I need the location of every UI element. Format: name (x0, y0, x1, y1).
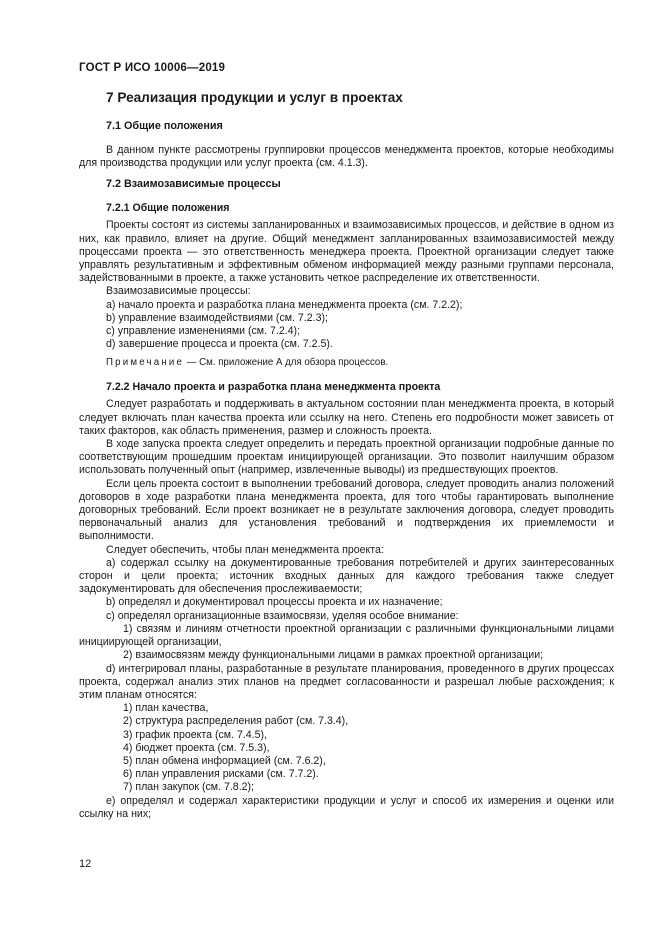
plan-list-item-a: а) содержал ссылку на документированные требования потребителей и других заинтересованных сторон и цели проекта; источник входных данных для каждого требования также следует задокументировать для обеспечения прослеживаемости; (79, 556, 614, 596)
section-7-2-2-title: 7.2.2 Начало проекта и разработка плана менеджмента проекта (106, 381, 441, 394)
page-content (79, 90, 614, 821)
section-7-2-1-lead: Взаимозависимые процессы: (106, 285, 251, 298)
plan-list-item-c: c) определял организационные взаимосвязи, уделяя особое внимание: (106, 609, 459, 622)
plan-sub-item: 3) график проекта (см. 7.4.5), (123, 728, 267, 741)
plan-list-item-d: d) интегрировал планы, разработанные в результате планирования, проведенного в других процессах проекта, содержал анализ этих планов на предмет согласованности и разрешал любые расхождения; к этим планам относятся: (79, 662, 614, 701)
plan-sub-item: 2) структура распределения работ (см. 7.3.4), (123, 715, 349, 728)
process-list-item: а) начало проекта и разработка плана менеджмента проекта (см. 7.2.2); (106, 298, 463, 311)
plan-sub-item: 5) план обмена информацией (см. 7.6.2), (123, 754, 326, 767)
plan-sub-item: 1) план качества, (123, 702, 209, 715)
section-7-2-1-title: 7.2.1 Общие положения (106, 202, 230, 215)
section-7-2-2-paragraph: В ходе запуска проекта следует определить и передать проектной организации подробные данные по соответствующим прошедшим проектам инициирующей организации. Это позволит наилучшим образом использовать полученный опыт (например, извлеченные выводы) из предшествующих проектов. (79, 438, 614, 477)
process-list-item: c) управление изменениями (см. 7.2.4); (106, 325, 301, 338)
section-7-2-2-paragraph: Следует разработать и поддерживать в актуальном состоянии план менеджмента проекта, в который следует включать план качества проекта или ссылку на него. Степень его подробности может зависеть от таких факторов, как область применения, размер и сложность проекта. (79, 398, 614, 437)
process-list-item: b) управление взаимодействиями (см. 7.2.3); (106, 311, 328, 324)
process-list-item: d) завершение процесса и проекта (см. 7.2.5). (106, 338, 333, 351)
section-7-2-1-paragraph: Проекты состоят из системы запланированных и взаимозависимых процессов, и действие в одном из них, как правило, влияет на другие. Общий менеджмент запланированных взаимозависимостей между процессами проекта — это ответственность менеджера проекта. Проектной организации следует также управлять результативным и эффективным обменом информацией между разными группами персонала, задействованными в проекте, а также установить четкое распределение их ответственности. (79, 219, 614, 285)
section-7-2-title: 7.2 Взаимозависимые процессы (106, 178, 281, 191)
section-7-2-2-paragraph: Следует обеспечить, чтобы план менеджмента проекта: (106, 543, 384, 556)
section-7-2-2-paragraph: Если цель проекта состоит в выполнении требований договора, следует проводить анализ положений договоров в ходе разработки плана менеджмента проекта, для того чтобы гарантировать выполнение договорных требований. Если проект возникает не в результате заключения договора, следует проводить первоначальный анализ для установления требований и подтверждения их приемлемости и выполнимости. (79, 477, 614, 543)
section-7-1-text: В данном пункте рассмотрены группировки процессов менеджмента проектов, которые необходимы для производства продукции или услуг проекта (см. 4.1.3). (79, 144, 614, 170)
plan-sub-item: 4) бюджет проекта (см. 7.5.3), (123, 741, 270, 754)
plan-sub-item: 7) план закупок (см. 7.8.2); (123, 781, 254, 794)
plan-sub-item: 1) связям и линиям отчетности проектной организации с различными функциональными лицами инициирующей организации, (79, 622, 614, 649)
plan-sub-item: 2) взаимосвязям между функциональными лицами в рамках проектной организации; (123, 649, 544, 662)
note (106, 357, 614, 369)
section-7-title: 7 Реализация продукции и услуг в проектах (106, 90, 403, 105)
plan-sub-item: 6) план управления рисками (см. 7.7.2). (123, 768, 319, 781)
plan-list-item-b: b) определял и документировал процессы проекта и их назначение; (106, 596, 443, 609)
note-label: Примечание (106, 357, 185, 369)
standard-header: ГОСТ Р ИСО 10006—2019 (79, 62, 226, 74)
plan-list-item-e: е) определял и содержал характеристики продукции и услуг и способ их измерения и оценки или ссылку на них; (79, 794, 614, 820)
page-number: 12 (79, 858, 92, 870)
note-text: — См. приложение А для обзора процессов. (184, 357, 389, 369)
section-7-1-title: 7.1 Общие положения (106, 120, 223, 132)
